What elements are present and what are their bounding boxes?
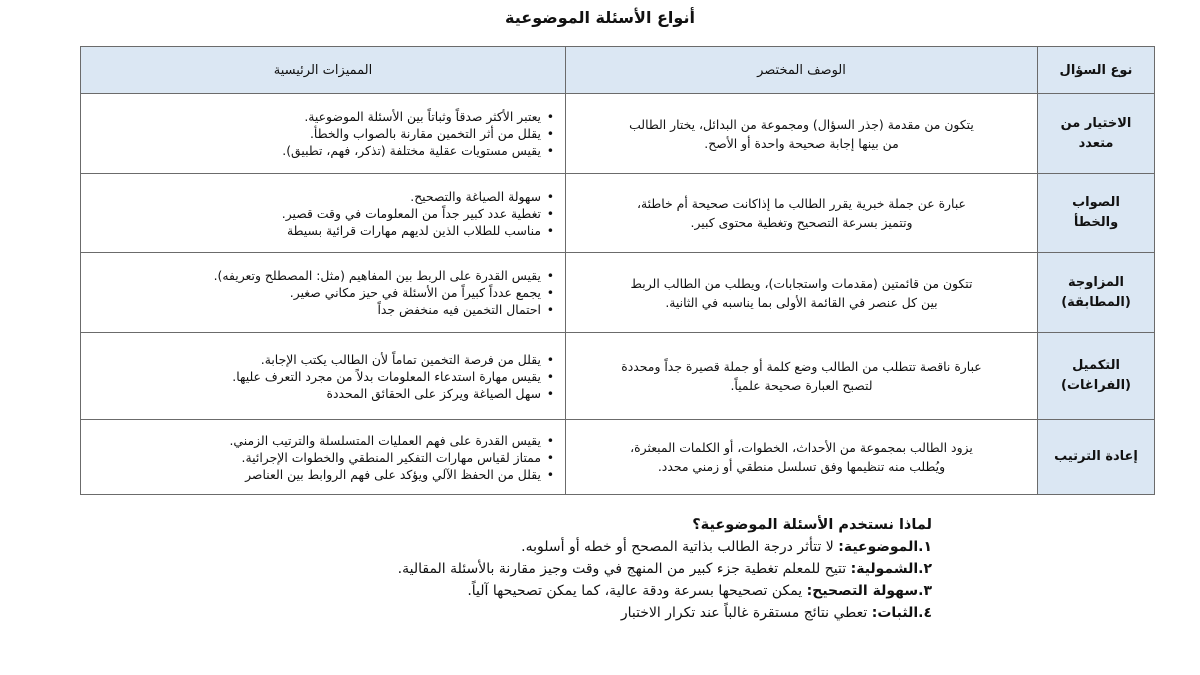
reason-text: تتيح للمعلم تغطية جزء كبير من المنهج في وقت وجيز مقارنة بالأسئلة المقالية. xyxy=(397,561,851,577)
feature-item: • سهولة الصياغة والتصحيح. xyxy=(87,188,555,205)
question-type-line: (المطابقة) xyxy=(1061,294,1131,310)
reason-label: ٣.سهولة التصحيح: xyxy=(806,583,932,599)
table-row xyxy=(81,253,1155,333)
description-line: عبارة ناقصة تتطلب من الطالب وضع كلمة أو جملة قصيرة جداً ومحددة xyxy=(621,359,982,374)
question-type-cell xyxy=(1038,253,1155,333)
feature-item: • ممتاز لقياس مهارات التفكير المنطقي والخطوات الإجرائية. xyxy=(87,449,555,466)
feature-item: • يعتبر الأكثر صدقاً وثباتاً بين الأسئلة الموضوعية. xyxy=(87,108,555,125)
table-row xyxy=(81,94,1155,174)
description-line: لتصبح العبارة صحيحة علمياً. xyxy=(730,378,873,393)
reason-label: ١.الموضوعية: xyxy=(838,539,932,555)
features-cell xyxy=(81,253,566,333)
feature-item: • احتمال التخمين فيه منخفض جداً xyxy=(87,301,555,318)
question-type-cell xyxy=(1038,333,1155,420)
feature-item: • يجمع عدداً كبيراً من الأسئلة في حيز مكاني صغير. xyxy=(87,284,555,301)
question-type-cell xyxy=(1038,420,1155,495)
header-question-type: نوع السؤال xyxy=(1038,47,1155,94)
feature-item: • سهل الصياغة ويركز على الحقائق المحددة xyxy=(87,385,555,402)
reason-label: ٤.الثبات: xyxy=(871,605,932,621)
description-cell xyxy=(566,420,1038,495)
question-types-table xyxy=(80,46,1155,495)
features-list xyxy=(87,188,555,239)
table-row xyxy=(81,333,1155,420)
description-cell xyxy=(566,94,1038,174)
features-list xyxy=(87,432,555,483)
description-cell xyxy=(566,174,1038,253)
header-features: المميزات الرئيسية xyxy=(81,47,566,94)
question-type-line: الاختيار من xyxy=(1060,115,1132,131)
question-type-line: والخطأ xyxy=(1073,215,1119,230)
features-cell xyxy=(81,94,566,174)
table-row xyxy=(81,174,1155,253)
reason-item xyxy=(398,558,932,580)
question-type-line: إعادة الترتيب xyxy=(1054,449,1138,464)
question-type-line: التكميل xyxy=(1072,358,1120,373)
description-line: وتتميز بسرعة التصحيح وتغطية محتوى كبير. xyxy=(690,215,913,230)
section-heading: لماذا نستخدم الأسئلة الموضوعية؟ xyxy=(692,517,932,533)
description-line: من بينها إجابة صحيحة واحدة أو الأصح. xyxy=(704,135,899,151)
feature-item: • تغطية عدد كبير جداً من المعلومات في وقت قصير. xyxy=(87,205,555,222)
feature-item: • يقيس مستويات عقلية مختلفة (تذكر، فهم، تطبيق). xyxy=(87,142,555,159)
header-description: الوصف المختصر xyxy=(566,47,1038,94)
description-line: يتكون من مقدمة (جذر السؤال) ومجموعة من البدائل، يختار الطالب xyxy=(629,116,974,132)
feature-item: • يقيس القدرة على فهم العمليات المتسلسلة والترتيب الزمني. xyxy=(87,432,555,449)
description-line: يزود الطالب بمجموعة من الأحداث، الخطوات، أو الكلمات المبعثرة، xyxy=(630,440,973,455)
feature-item: • يقلل من فرصة التخمين تماماً لأن الطالب يكتب الإجابة. xyxy=(87,351,555,368)
reason-item xyxy=(398,536,932,558)
table-header-row xyxy=(81,47,1155,94)
why-objective-questions-section xyxy=(398,514,932,624)
question-type-line: الصواب xyxy=(1072,195,1120,210)
features-list xyxy=(87,108,555,159)
features-cell xyxy=(81,420,566,495)
description-cell xyxy=(566,253,1038,333)
feature-item: • يقيس مهارة استدعاء المعلومات بدلاً من مجرد التعرف عليها. xyxy=(87,368,555,385)
feature-item: • يقلل من الحفظ الآلي ويؤكد على فهم الروابط بين العناصر xyxy=(87,466,555,483)
reason-label: ٢.الشمولية: xyxy=(850,561,932,577)
reason-text: لا تتأثر درجة الطالب بذاتية المصحح أو خطه أو أسلوبه. xyxy=(521,539,839,555)
description-line: بين كل عنصر في القائمة الأولى بما يناسبه في الثانية. xyxy=(665,294,938,310)
question-type-line: متعدد xyxy=(1078,135,1114,151)
feature-item: • مناسب للطلاب الذين لديهم مهارات قرائية بسيطة xyxy=(87,222,555,239)
features-list xyxy=(87,351,555,402)
features-list xyxy=(87,267,555,318)
features-cell xyxy=(81,333,566,420)
feature-item: • يقلل من أثر التخمين مقارنة بالصواب والخطأ. xyxy=(87,125,555,142)
page-title: أنواع الأسئلة الموضوعية xyxy=(505,8,695,27)
question-type-cell xyxy=(1038,174,1155,253)
description-line: تتكون من قائمتين (مقدمات واستجابات)، ويطلب من الطالب الربط xyxy=(630,275,973,291)
table-row xyxy=(81,420,1155,495)
description-line: ويُطلب منه تنظيمها وفق تسلسل منطقي أو زمني محدد. xyxy=(657,459,946,474)
reason-text: يمكن تصحيحها بسرعة ودقة عالية، كما يمكن تصحيحها آلياً. xyxy=(467,583,807,599)
feature-item: • يقيس القدرة على الربط بين المفاهيم (مثل: المصطلح وتعريفه). xyxy=(87,267,555,284)
question-type-line: (الفراغات) xyxy=(1061,378,1131,393)
reason-text: تعطي نتائج مستقرة غالباً عند تكرار الاختبار xyxy=(620,605,872,621)
features-cell xyxy=(81,174,566,253)
description-line: عبارة عن جملة خبرية يقرر الطالب ما إذاكانت صحيحة أم خاطئة، xyxy=(637,196,966,211)
question-type-line: المزاوجة xyxy=(1068,274,1124,290)
reason-item xyxy=(398,602,932,624)
description-cell xyxy=(566,333,1038,420)
question-type-cell xyxy=(1038,94,1155,174)
reason-item xyxy=(398,580,932,602)
